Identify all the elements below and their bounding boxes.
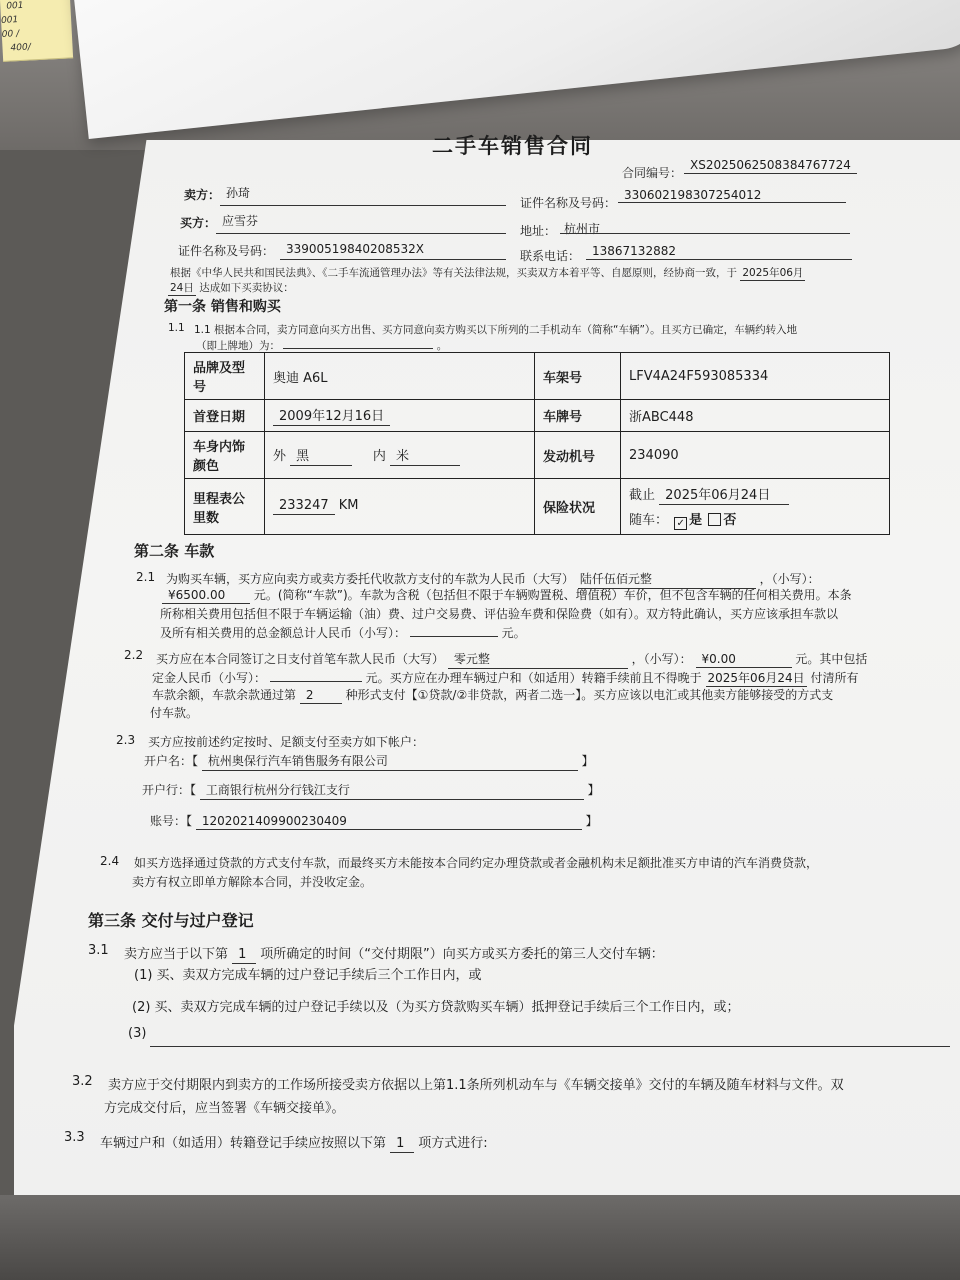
brand-label: 品牌及型号 [185,353,265,400]
section-3-1-option-3-line [150,1046,950,1047]
section-2-1-line-3: 所称相关费用包括但不限于车辆运输（油）费、过户交易费、评估验车费和保险费（如有）。双方特此确认，买方应该承担车款以 [160,607,839,621]
plate-value: 浙ABC448 [621,400,890,432]
reg-date-label: 首登日期 [185,400,265,432]
preamble-line-1: 根据《中华人民共和国民法典》、《二手车流通管理办法》等有关法律法规，买卖双方本着平等、自愿原则，经协商一致，于 2025年06月 [170,267,804,279]
section-2-2-line-4: 付车款。 [150,706,199,720]
section-2-2-number: 2.2 [124,648,144,662]
vehicle-info-table [184,352,890,535]
preamble-line-2: 24日 达成如下买卖协议： [170,282,294,294]
sticky-note-text-3: 00 / [1,29,20,40]
section-1-1-text-2: （即上牌地）为： 。 [196,336,447,353]
section-3-1-number: 3.1 [88,943,109,958]
contract-no: XS2025062508384767724 [684,158,844,174]
brand-value: 奥迪 A6L [265,353,535,400]
seller-id: 330602198307254012 [624,188,762,202]
buyer-id-label: 证件名称及号码： [178,244,275,258]
vin-label: 车架号 [535,353,621,400]
insurance-until: 截止 2025年06月24日 [629,484,881,505]
seller-underline [220,205,506,206]
article-1-title: 第一条 销售和购买 [164,299,281,315]
address-label: 地址： [520,224,557,238]
insurance-value [621,479,890,535]
engine-label: 发动机号 [535,432,621,479]
table-row [185,400,890,432]
account-bank-row: 开户行：【 工商银行杭州分行钱江支行 】 [142,781,600,800]
article-3-title: 第三条 交付与过户登记 [88,911,254,930]
section-2-1-number: 2.1 [136,570,156,584]
sticky-note-text-4: 400/ [10,42,32,54]
account-number-row: 账号：【 1202021409900230409 】 [150,814,598,828]
section-3-1-line-1: 卖方应当于以下第 1 项所确定的时间（“交付期限”）向买方或买方委托的第三人交付车辆： [124,947,664,962]
phone-underline [586,259,852,260]
account-name-row: 开户名：【 杭州奥保行汽车销售服务有限公司 】 [144,752,594,771]
buyer-name: 应雪芬 [222,214,259,228]
section-2-2-line-3: 车款余额，车款余款通过第 2 种形式支付【①贷款/②非贷款，两者二选一】。买方应该以电汇或其他卖方能够接受的方式支 [152,688,834,702]
buyer-id: 33900519840208532X [286,242,425,256]
seller-label: 卖方： [184,188,221,202]
section-3-1-option-1: (1) 买、卖双方完成车辆的过户登记手续后三个工作日内，或 [134,968,482,983]
contract-no-label: 合同编号： [622,166,683,180]
section-2-4-line-2: 卖方有权立即单方解除本合同，并没收定金。 [132,875,373,889]
color-value: 外 黑 内 米 [265,432,535,479]
insurance-yes-checkbox[interactable]: ✓ [674,517,687,530]
section-3-1-option-3: (3) [128,1026,147,1041]
section-3-2-line-1: 卖方应于交付期限内到卖方的工作场所接受卖方依据以上第1.1条所列机动车与《车辆交接单》交付的车辆及随车材料与文件。双 [108,1078,844,1093]
document-title: 二手车销售合同 [432,134,593,158]
section-2-1-line-1: 为购买车辆，买方应向卖方或卖方委托代收款方支付的车款为人民币（大写） 陆仟伍佰元整 ，（小写）： [166,570,820,589]
section-3-3-line-1: 车辆过户和（如适用）转籍登记手续应按照以下第 1 项方式进行: [100,1136,488,1151]
buyer-underline [216,233,506,234]
section-2-1-line-2: ¥6500.00 元。(简称“车款”)。车款为含税（包括但不限于车辆购置税、增值税）车价，但不包含车辆的任何相关费用。本条 [162,586,852,604]
phone-label: 联系电话： [520,249,581,263]
address: 杭州市 [564,222,601,236]
plate-label: 车牌号 [535,400,621,432]
table-row [185,353,890,400]
section-2-1-line-4: 及所有相关费用的总金额总计人民币（小写）： 元。 [160,623,526,641]
section-3-3-number: 3.3 [64,1130,85,1145]
odometer-label: 里程表公里数 [185,479,265,535]
sticky-note-text-1: 001 [6,0,24,12]
color-label: 车身内饰颜色 [185,432,265,479]
insurance-no-checkbox[interactable] [708,513,721,526]
sticky-note-text-2: 001 [0,15,19,26]
section-2-3-line-1: 买方应按前述约定按时、足额支付至卖方如下帐户： [148,735,425,749]
engine-value: 234090 [621,432,890,479]
phone: 13867132882 [592,244,676,258]
seller-id-underline [618,202,846,203]
section-3-1-option-2: (2) 买、卖双方完成车辆的过户登记手续以及（为买方贷款购买车辆）抵押登记手续后三个工作日内，或； [132,1000,740,1015]
table-row [185,432,890,479]
address-underline [560,233,850,234]
section-2-4-number: 2.4 [100,854,120,868]
vin-value: LFV4A24F593085334 [621,353,890,400]
article-2-title: 第二条 车款 [134,542,215,560]
section-2-4-line-1: 如买方选择通过贷款的方式支付车款，而最终买方未能按本合同约定办理贷款或者金融机构未足额批准买方申请的汽车消费贷款， [134,856,819,870]
table-row [185,479,890,535]
insurance-follow: 随车： ✓ 是 否 [629,512,737,529]
section-3-2-line-2: 方完成交付后，应当签署《车辆交接单》。 [104,1101,345,1116]
section-2-2-line-2: 定金人民币（小写）： 元。买方应在办理车辆过户和（如适用）转籍手续前且不得晚于 2025年06月24日 付清所有 [152,668,858,687]
buyer-label: 买方： [180,216,217,230]
seller-name: 孙琦 [226,186,251,200]
buyer-id-underline [280,259,506,260]
section-2-3-number: 2.3 [116,733,136,747]
section-2-2-line-1: 买方应在本合同签订之日支付首笔车款人民币（大写） 零元整 ，（小写）： ¥0.00 元。其中包括 [156,650,867,669]
section-1-1-text-1: 1.1 根据本合同，卖方同意向买方出售、买方同意向卖方购买以下所列的二手机动车（简称“车辆”）。且买方已确定，车辆约转入地 [194,324,798,336]
seller-id-label: 证件名称及号码： [520,196,617,210]
reg-date-value: 2009年12月16日 [265,400,535,432]
section-3-2-number: 3.2 [72,1074,93,1089]
section-1-1-number: 1.1 [168,322,185,334]
odometer-value: 233247 KM [265,479,535,535]
insurance-label: 保险状况 [535,479,621,535]
